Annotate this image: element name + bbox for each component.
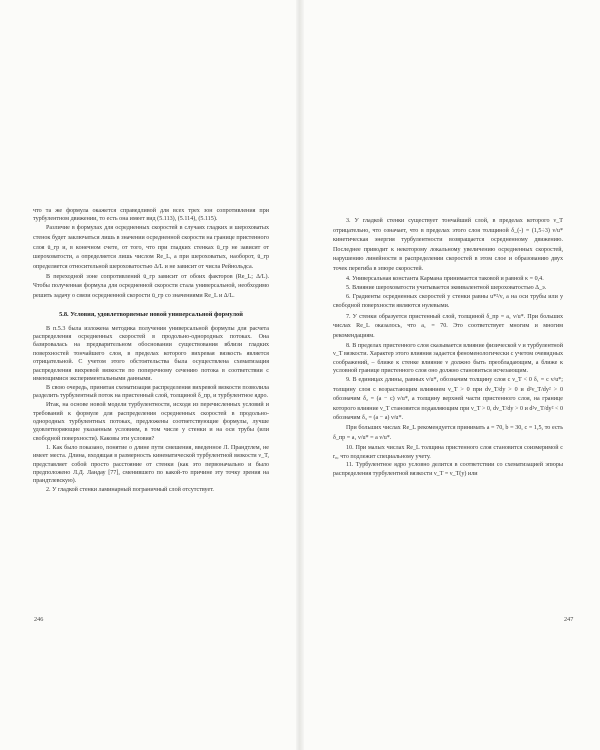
paragraph: 7. У стенки образуется пристенный слой, толщиной δ_пр = a₁ ν/u*. При больших числах Re_L оказалось, что a₁ = 70. Это соответствует многим и многим рекомендациям.	[333, 313, 563, 339]
paragraph: 9. В единицах длины, равных ν/u*, обозначим толщину слоя с ν_T < 0 δ₁ = c ν/u*; толщину слоя с возрастающим влиянием ν_T > 0 при dν_T/dy > 0 и d²ν_T/dy² > 0 обозначим δ₂ = (a − c) ν/u*, а толщину верхней части пристенного слоя, на границе которого влияние ν_T становится подавляющим при ν_T > 0, dν_T/dy > 0 и d²ν_T/dy² < 0 обозначим δ₃ = (a − a) ν/u*.	[333, 376, 563, 422]
paragraph: В п.5.3 была изложена методика получения универсальной формулы для расчета распределения осредненных скоростей в продольно-однородных потоках. Она базировалась на предварительном обосновании существования вблизи гладких поверхностей тончайшего слоя, в пределах которого вихревая вязкость является отрицательной. С учетом этого обстоятельства была осуществлена схематизация распределения вихревой вязкости по поперечному сечению потока в соответствии с имеющимися экспериментальными данными.	[33, 325, 269, 382]
paragraph: 4. Универсальная константа Кармана принимается таковой и равной κ = 0,4.	[346, 276, 544, 283]
paragraph: 5. Влияние шероховатости учитывается эквивалентной шероховатостью Δ_э.	[346, 284, 547, 291]
page-number: 247	[564, 616, 574, 623]
paragraph: 6. Градиенты осредненных скоростей у стенки равны u*²/ν, а на оси трубы или у свободной поверхности являются нулевыми.	[333, 293, 563, 310]
section-heading: 5.8. Условия, удовлетворяемые новой универсальной формулой	[59, 310, 243, 318]
paragraph: 8. В пределах пристенного слоя сказывается влияние физической ν и турбулентной ν_T вязкости. Характер этого влияния задается феноменологически с учетом очевидных соображений, – ближе к стенке влияние ν должно быть преобладающим, а ближе к условной границе пристенного слоя оно должно становиться исчезающим.	[333, 342, 563, 375]
paragraph: 10. При малых числах Re_L толщина пристенного слоя становится соизмеримой с r₀, что подлежит специальному учету.	[333, 445, 563, 460]
left-page-text	[33, 207, 269, 495]
paragraph: 3. У гладкой стенки существует тончайший слой, в пределах которого ν_T отрицательно, что означает, что в пределах этого слоя толщиной δ_(-) = (1,5÷3) ν/u* кинетическая энергия турбулентности возвращается осредненному движению. Последнее приводит к некоторому локальному увеличению осредненных скоростей, нарушению линейности в распределении скоростей в этом слое и образованию двух точек перегиба в эпюре скоростей.	[333, 218, 563, 272]
paragraph: Итак, на основе новой модели турбулентности, исходя из перечисленных условий и требований к формуле для распределения осредненных скоростей в продольно-однородных турбулентных потоках, предложены соответствующие формулы, лучше удовлетворяющие указанным условиям, в том числе у стенки и на оси трубы (или свободной поверхности). Каковы эти условия?	[33, 402, 269, 442]
right-page-text	[333, 217, 563, 479]
paragraph: что та же формула окажется справедливой для всех трех зон сопротивления при турбулентном движении, то есть она имеет вид (5.113), (5.114), (5.115).	[33, 208, 269, 223]
paragraph: При больших числах Re_L рекомендуется принимать a = 70, b = 30, c = 1,5, то есть δ_пр = a₁ ν/u* = a ν/u*.	[333, 425, 563, 442]
page-number: 246	[34, 616, 44, 623]
paragraph: Различие в формулах для осредненных скоростей в случаях гладких и шероховатых стенок будет заключаться лишь в значении осредненной скорости на границе пристенного слоя ū_гр и, в конечном счете, от того, что при гладких стенках ū_гр не зависит от шероховатости, а определяется лишь числом Re_L, а при шероховатых, наоборот, ū_гр определяется относительной шероховатостью Δ/L и не зависит от числа Рейнольдса.	[33, 225, 269, 270]
paragraph: 2. У гладкой стенки ламинарный пограничный слой отсутствует.	[46, 487, 214, 494]
paragraph: 11. Турбулентное ядро условно делится в соответствии со схематизацией эпюры распределения турбулентной вязкости ν_T = ν_T(y) или	[333, 462, 563, 477]
right-page	[300, 0, 600, 750]
paragraph: 1. Как было показано, понятие о длине пути смешения, введенное Л. Прандтлем, не имеет места. Длина, входящая в размерность кинематической турбулентной вязкости ν_T, представляет собой просто расстояние от стенки (как это первоначально и было предположено Л.Д. Ландау [77], сменившего по какой-то причине эту точку зрения на прандтлевскую).	[33, 444, 269, 485]
paragraph: В переходной зоне сопротивлений ū_гр зависит от обоих факторов (Re_L; Δ/L). Чтобы полученная формула для осредненной скорости стала универсальной, необходимо решить задачу о связи осредненной скорости ū_гр со значениями Re_L и Δ/L.	[33, 273, 269, 299]
paragraph: В свою очередь, принятая схематизация распределения вихревой вязкости позволила разделить турбулентный поток на пристенный слой, толщиной δ_пр, и турбулентное ядро.	[33, 384, 269, 400]
